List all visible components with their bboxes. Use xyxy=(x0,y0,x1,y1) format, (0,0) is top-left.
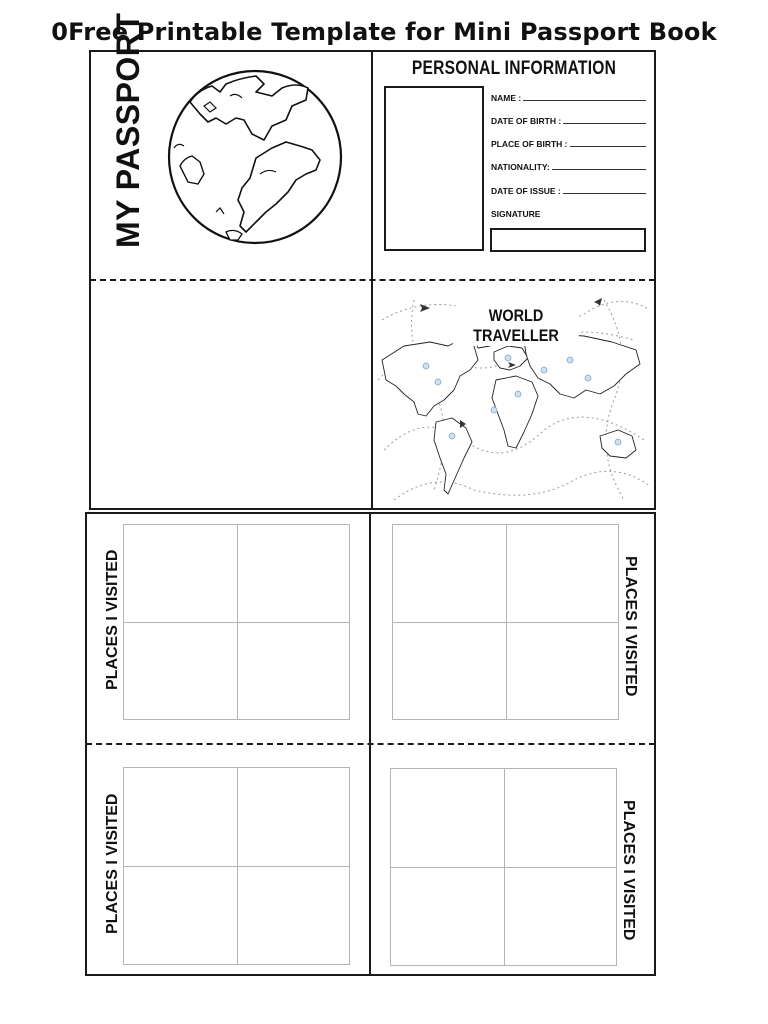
stamp-grid-3[interactable] xyxy=(123,767,350,965)
stamp-grid-4[interactable] xyxy=(390,768,617,966)
places-visited-label-4: PLACES I VISITED xyxy=(620,800,637,941)
stamp-grid-2[interactable] xyxy=(392,524,619,720)
signature-box[interactable] xyxy=(490,228,646,252)
place-of-birth-label: PLACE OF BIRTH : xyxy=(491,139,568,149)
signature-label: SIGNATURE xyxy=(491,209,541,219)
personal-information-heading: PERSONAL INFORMATION xyxy=(411,58,617,79)
photo-box[interactable] xyxy=(384,86,484,251)
places-visited-label-1: PLACES I VISITED xyxy=(104,549,121,690)
cover-label: MY PASSPORT xyxy=(110,12,146,248)
nationality-label: NATIONALITY: xyxy=(491,162,550,172)
date-of-issue-field[interactable] xyxy=(491,182,646,196)
date-of-issue-label: DATE OF ISSUE : xyxy=(491,186,561,196)
name-label: NAME : xyxy=(491,93,522,103)
date-of-birth-field[interactable] xyxy=(491,112,646,126)
bottom-sheet-fold-horizontal xyxy=(86,743,655,745)
places-visited-label-2: PLACES I VISITED xyxy=(622,556,639,697)
nationality-field[interactable] xyxy=(491,158,646,172)
top-sheet-fold-horizontal xyxy=(90,279,655,281)
date-of-birth-label: DATE OF BIRTH : xyxy=(491,116,562,126)
document-title: 0Free Printable Template for Mini Passport Book xyxy=(51,18,717,46)
name-field[interactable] xyxy=(491,89,646,103)
place-of-birth-field[interactable] xyxy=(491,135,646,149)
globe-illustration xyxy=(160,62,350,252)
world-traveller-heading: WORLD TRAVELLER xyxy=(453,306,579,346)
stamp-grid-1[interactable] xyxy=(123,524,350,720)
places-visited-label-3: PLACES I VISITED xyxy=(104,793,121,934)
